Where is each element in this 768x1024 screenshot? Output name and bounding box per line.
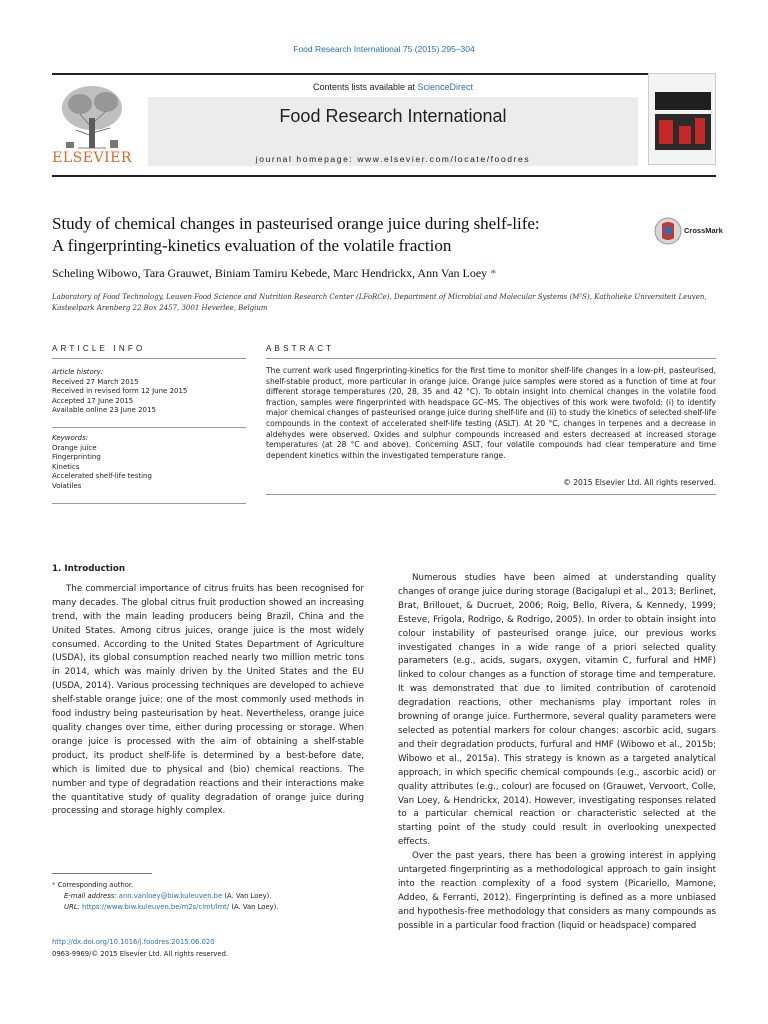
keywords — [52, 434, 246, 492]
email-label: E-mail address: — [64, 892, 117, 901]
masthead-rule-bottom — [52, 175, 716, 177]
footnote-url — [52, 902, 364, 913]
masthead-rule-top — [52, 73, 716, 75]
footnote — [52, 880, 364, 914]
article-info-heading: ARTICLE INFO — [52, 344, 146, 353]
footnote-corresponding-text: Corresponding author. — [57, 881, 134, 889]
history-item: Received in revised form 12 June 2015 — [52, 387, 188, 396]
sciencedirect-link[interactable]: ScienceDirect — [417, 82, 474, 92]
history-item: Available online 23 June 2015 — [52, 406, 156, 415]
contents-prefix: Contents lists available at — [312, 82, 418, 92]
keywords-label: Keywords: — [52, 434, 89, 442]
cover-accent-red — [659, 120, 673, 144]
history-item: Accepted 17 June 2015 — [52, 396, 134, 405]
cover-title-bar — [655, 92, 711, 110]
corresponding-author-mark[interactable]: * — [490, 266, 497, 280]
body-right-column — [398, 572, 716, 934]
article-info-divider — [52, 427, 246, 428]
body-paragraph: Over the past years, there has been a growing interest in applying untargeted fingerprinting as a methodological approach to gain insight into the reaction complexity of a food system (Picariello, Mamone, Addeo, & Ferranti, 2012). Fingerprinting is defined as a more unbiased and hypothesis-free methodology that considers as many compounds as possible in a particular food fraction (liquid or headspace) compared — [398, 851, 716, 931]
crossmark-label[interactable]: CrossMark — [684, 226, 723, 235]
abstract-text: The current work used fingerprinting-kinetics for the first time to monitor shelf-life changes in a low-pH, pasteurised, shelf-stable product, more particular in orange juice. Orange juice samples were stored as a function of time at four different storage temperatures (20, 28, 35 and 42 °C). To obtain insight into chemical changes in the volatile food fraction, samples were fingerprinted with headspace GC–MS. The objectives of this work were twofold: (i) to identify major chemical changes of pasteurised orange juice during shelf-life and (ii) to study the kinetics of selected shelf-life compounds in the context of accelerated shelf-life testing (ASLT). At 20 °C, changes in terpenes and a decrease in aldehydes were observed. Oxides and sulphur compounds increased and esters decreased at increased storage temperatures (at 28 °C and above). Concerning ASLT, four volatile compounds had clear temperature and time dependent kinetics within the investigated temperature range. — [266, 366, 716, 460]
article-title-line2: A fingerprinting-kinetics evaluation of the volatile fraction — [52, 236, 452, 255]
keyword-item: Fingerprinting — [52, 453, 101, 462]
elsevier-wordmark: ELSEVIER — [52, 150, 132, 166]
author-list — [52, 266, 716, 281]
abstract-bottom-rule — [266, 494, 716, 495]
authors-text: Scheling Wibowo, Tara Grauwet, Biniam Tamiru Kebede, Marc Hendrickx, Ann Van Loey — [52, 266, 488, 280]
email-name: (A. Van Loey). — [224, 892, 272, 901]
article-history — [52, 368, 246, 416]
body-left-column — [52, 563, 364, 819]
footnote-corresponding — [52, 880, 364, 891]
article-info-rule — [52, 358, 246, 359]
affiliation: Laboratory of Food Technology, Leuven Food Science and Nutrition Research Center (LFoRCe), Department of Microbial and Molecular Systems (M²S), Katholieke Universiteit Leuven, Kasteelpark Arenberg 22 Box 2457, 3001 Heverlee, Belgium — [52, 293, 707, 312]
contents-line — [148, 82, 638, 92]
issn-copyright: 0963-9969/© 2015 Elsevier Ltd. All rights reserved. — [52, 950, 229, 958]
doi-link[interactable]: http://dx.doi.org/10.1016/j.foodres.2015.06.020 — [52, 938, 215, 946]
journal-title: Food Research International — [279, 106, 507, 126]
keyword-item: Kinetics — [52, 462, 80, 471]
article-title — [52, 213, 632, 257]
keyword-item: Volatiles — [52, 481, 82, 490]
cover-accent-red — [679, 126, 691, 144]
footnote-email — [52, 891, 364, 902]
intro-paragraph: The commercial importance of citrus fruits has been recognised for many decades. The global citrus fruit production showed an increasing trend, with the main leading producers being Brazil, China and the United States. Among citrus juices, orange juice is the most widely consumed. According to the United States Department of Agriculture (USDA), its global consumption reached nearly two million metric tons in 2014, which was mainly driven by the United States and the EU (USDA, 2014). Various processing techniques are developed to achieve shelf-stable orange juice: one of the most commonly used methods in food industry being pasteurisation by heat. Nevertheless, orange juice quality changes over time, either during processing or storage. When orange juice is processed with the aim of obtaining a shelf-stable product, its product shelf-life is determined by a best-before date, which is limited due to physical and (bio) chemical reactions. The number and type of degradation reactions and their interactions make the quantitative study of quality degradation of orange juice during processing and storage highly complex. — [52, 583, 364, 817]
article-info-bottom-rule — [52, 503, 246, 504]
footnote-rule — [52, 873, 152, 874]
abstract-heading: ABSTRACT — [266, 344, 335, 353]
abstract-copyright: © 2015 Elsevier Ltd. All rights reserved. — [563, 478, 716, 487]
keyword-item: Orange juice — [52, 443, 97, 452]
section-title-introduction: 1. Introduction — [52, 564, 126, 574]
journal-homepage[interactable]: journal homepage: www.elsevier.com/locate/foodres — [255, 154, 531, 164]
email-link[interactable]: ann.vanloey@biw.kuleuven.be — [118, 892, 223, 901]
url-name: (A. Van Loey). — [231, 903, 279, 912]
footnote-mark: * — [52, 881, 56, 889]
url-label: URL: — [64, 903, 80, 912]
crossmark-icon[interactable] — [653, 216, 683, 246]
history-label: Article history: — [52, 368, 104, 376]
body-paragraph: Numerous studies have been aimed at understanding quality changes of orange juice during storage (Bacigalupi et al., 2013; Berlinet, Brat, Brillouet, & Ducruet, 2006; Roig, Bello, Rivera, & Kennedy, 1999; Esteve, Frigola, Rodrigo, & Rodrigo, 2005). In order to obtain insight into colour instability of pasteurised orange juice, our previous works investigated changes in a wide range of a priori selected quality parameters (e.g., acids, sugars, oxygen, vitamin C, furfural and HMF) linked to colour changes as a function of storage time and temperature. It was demonstrated that due to limited contribution of carotenoid degradation reactions, other mechanisms play important roles in browning of orange juice. Furthermore, several quality parameters were selected as potential markers for colour changes: ascorbic acid, sugars and their degradation products, furfural and HMF (Wibowo et al., 2015b; Wibowo et al., 2015a). This strategy is known as a targeted analytical approach, in which specific chemical compounds (e.g., ascorbic acid) or quality attributes (e.g., colour) are focused on (Grauwet, Vervoort, Colle, Van Loey, & Hendrickx, 2014). However, investigating responses related to a particular chemical reaction or characteristic selected at the starting point of the study could result in overlooking unexpected effects. — [398, 573, 716, 848]
abstract-rule — [266, 358, 716, 359]
cover-accent-red — [695, 118, 705, 144]
journal-cover-thumbnail — [648, 73, 716, 165]
keyword-item: Accelerated shelf-life testing — [52, 472, 152, 481]
article-title-line1: Study of chemical changes in pasteurised orange juice during shelf-life: — [52, 214, 540, 233]
journal-citation[interactable]: Food Research International 75 (2015) 295–304 — [293, 44, 475, 54]
history-item: Received 27 March 2015 — [52, 377, 139, 386]
url-link[interactable]: https://www.biw.kuleuven.be/m2s/clmt/lmt/ — [81, 903, 230, 912]
